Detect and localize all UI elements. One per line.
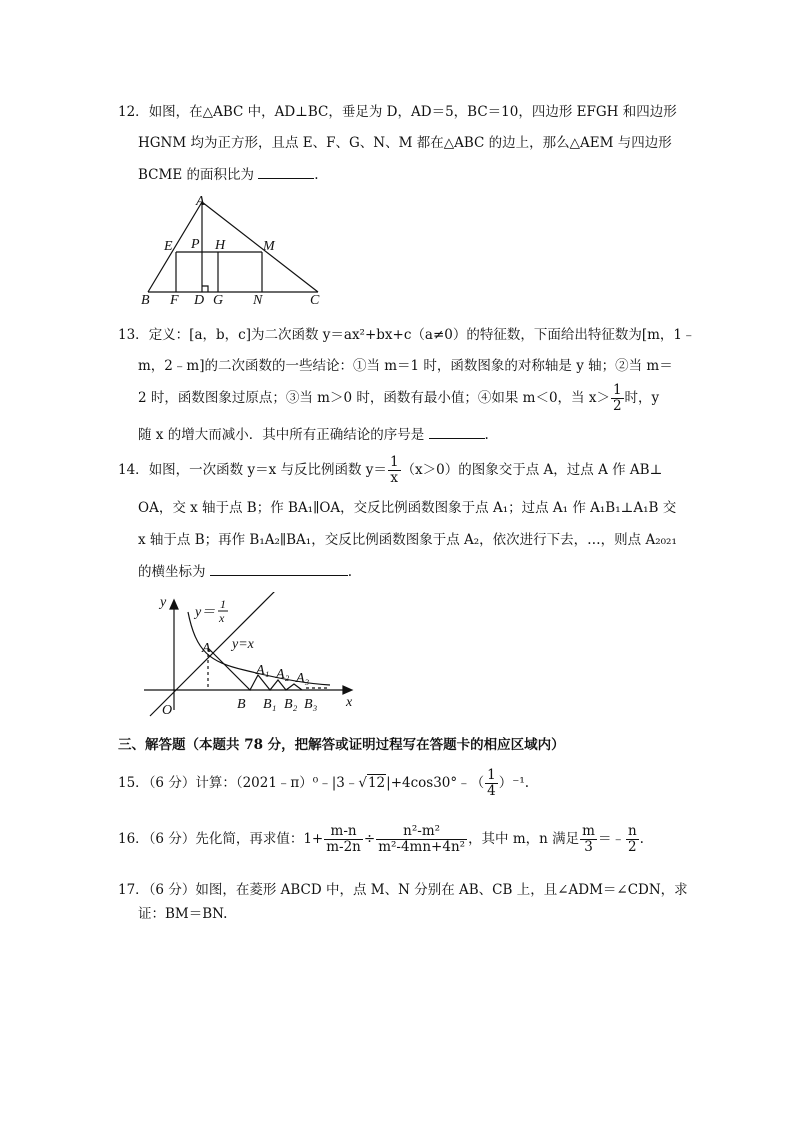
label-b: B	[237, 697, 246, 712]
label-e: E	[164, 239, 173, 254]
q12-text-1: 如图，在△ABC 中，AD⊥BC，垂足为 D，AD＝5，BC＝10，四边形 EFGH 和四边形	[148, 104, 677, 120]
q14-line4	[138, 561, 352, 582]
q16-div: ÷	[363, 831, 376, 847]
q13-text-3a: 2 时，函数图象过原点；③当 m＞0 时，函数有最小值；④如果 m＜0，当 x＞	[138, 390, 610, 406]
q13-text-4: 随 x 的增大而减小．其中所有正确结论的序号是	[138, 427, 425, 443]
q16-fraction-3	[580, 824, 597, 855]
label-p: P	[191, 237, 200, 252]
q13-period: .	[484, 427, 489, 443]
y-axis-arrow	[170, 600, 178, 609]
q13-answer-blank[interactable]	[429, 424, 485, 439]
x-axis-arrow	[343, 686, 352, 694]
q17-text-1: （6 分）如图，在菱形 ABCD 中，点 M、N 分别在 AB、CB 上，且∠ADM＝∠CDN，求	[148, 882, 688, 898]
section-3-title: 三、解答题（本题共 78 分，把解答或证明过程写在答题卡的相应区域内）	[118, 737, 565, 753]
label-a1: A₁	[256, 663, 270, 678]
q17-line2: 证：BM＝BN.	[138, 906, 228, 922]
q16-number: 16．	[118, 831, 149, 847]
q12-text-3: BCME 的面积比为	[138, 167, 254, 183]
q12-number: 12．	[118, 104, 149, 120]
label-d: D	[194, 293, 205, 306]
q16-f2-num: n²-m²	[376, 824, 467, 840]
label-c: C	[310, 293, 320, 306]
q13-frac-den: 2	[612, 398, 622, 414]
q16-line	[118, 822, 644, 856]
function-graph-figure	[140, 592, 365, 720]
q14-period: .	[347, 564, 353, 580]
q14-line3: x 轴于点 B；再作 B₁A₂∥BA₁，交反比例函数图象于点 A₂，依次进行下去，…，则点 A₂₀₂₁	[138, 532, 677, 548]
q16-f3-den: 3	[584, 839, 593, 855]
label-a3: A₃	[296, 671, 310, 686]
q17-number: 17．	[118, 882, 149, 898]
q16-fraction-2	[376, 824, 467, 855]
q15-text-b: |+4cos30°﹣（	[386, 775, 485, 791]
label-curve: y＝	[195, 605, 216, 620]
q16-f2-den: m²-4mn+4n²	[378, 839, 466, 855]
q13-line2: m，2﹣m]的二次函数的一些结论：①当 m＝1 时，函数图象的对称轴是 y 轴；②当 m＝	[138, 358, 673, 374]
q14-text-1b: （x＞0）的图象交于点 A，过点 A 作 AB⊥	[401, 462, 663, 478]
label-curve-den: x	[219, 611, 225, 625]
label-origin: O	[162, 703, 173, 718]
q15-line	[118, 768, 529, 798]
q12-line2: HGNM 均为正方形，且点 E、F、G、N、M 都在△ABC 的边上，那么△AEM 与四边形	[138, 135, 672, 151]
label-b1: B₁	[263, 697, 277, 712]
q16-eq: ＝﹣	[597, 831, 625, 847]
q14-line2: OA，交 x 轴于点 B；作 BA₁∥OA，交反比例函数图象于点 A₁；过点 A₁ 作 A₁B₁⊥A₁B 交	[138, 500, 677, 516]
q14-text-4: 的横坐标为	[138, 564, 206, 580]
q12-period: .	[314, 167, 319, 183]
q16-text-b: ，其中 m，n 满足	[468, 831, 580, 847]
q15-sqrt-value: 12	[367, 775, 386, 791]
label-a: A	[196, 194, 205, 209]
label-b: B	[141, 293, 150, 306]
label-n: N	[253, 293, 263, 306]
q16-f1-num: m-n	[324, 824, 363, 840]
label-line: y=x	[232, 637, 254, 652]
label-b3: B₃	[304, 697, 318, 712]
q13-line3	[138, 383, 659, 413]
q15-frac-den: 4	[487, 783, 496, 799]
label-f: F	[170, 293, 179, 306]
q14-answer-blank[interactable]	[210, 561, 348, 576]
label-y-axis: y	[160, 595, 167, 610]
q16-f4-den: 2	[628, 839, 637, 855]
right-angle-mark	[202, 286, 208, 292]
label-h: H	[215, 238, 226, 253]
label-a: A	[202, 641, 211, 656]
triangle-figure	[138, 192, 333, 306]
q15-text-c: ）⁻¹.	[498, 775, 530, 791]
q17-line1	[118, 880, 688, 900]
label-x-axis: x	[346, 695, 353, 710]
q12-answer-blank[interactable]	[258, 164, 314, 179]
q14-text-1a: 如图，一次函数 y＝x 与反比例函数 y＝	[148, 462, 387, 478]
q15-text-a: （6 分）计算：（2021﹣π）⁰﹣|3﹣	[148, 775, 359, 791]
q13-frac-num: 1	[612, 382, 622, 398]
q13-text-1: 定义：[a，b，c]为二次函数 y＝ax²+bx+c（a≠0）的特征数，下面给出特征数为[m，1﹣	[148, 327, 696, 343]
q14-fraction	[388, 455, 401, 486]
q13-number: 13．	[118, 327, 149, 343]
q16-f4-num: n	[627, 823, 637, 839]
label-a2: A₂	[276, 667, 290, 682]
label-g: G	[213, 293, 224, 306]
label-curve-num: 1	[220, 597, 226, 611]
q16-f3-num: m	[582, 823, 595, 839]
q16-fraction-4	[626, 824, 639, 855]
label-b2: B₂	[284, 697, 298, 712]
label-m: M	[263, 239, 275, 254]
q12-line1	[118, 102, 677, 122]
q14-frac-den: x	[390, 470, 399, 486]
q16-text-a: （6 分）先化简，再求值：1+	[148, 831, 324, 847]
q15-frac-num: 1	[487, 767, 496, 783]
q16-fraction-1	[324, 824, 363, 855]
sqrt-icon: √	[358, 775, 367, 791]
q15-fraction	[485, 768, 498, 799]
q14-line1	[118, 455, 662, 485]
q13-fraction	[611, 383, 624, 414]
q12-line3	[138, 164, 319, 185]
q14-number: 14．	[118, 462, 149, 478]
q13-text-3b: 时，y	[624, 390, 660, 406]
q14-frac-num: 1	[389, 454, 399, 470]
q16-f1-den: m-2n	[326, 839, 361, 855]
q15-number: 15．	[118, 775, 149, 791]
q13-line4	[138, 424, 489, 445]
q13-line1	[118, 325, 696, 345]
q16-end: .	[639, 831, 644, 847]
